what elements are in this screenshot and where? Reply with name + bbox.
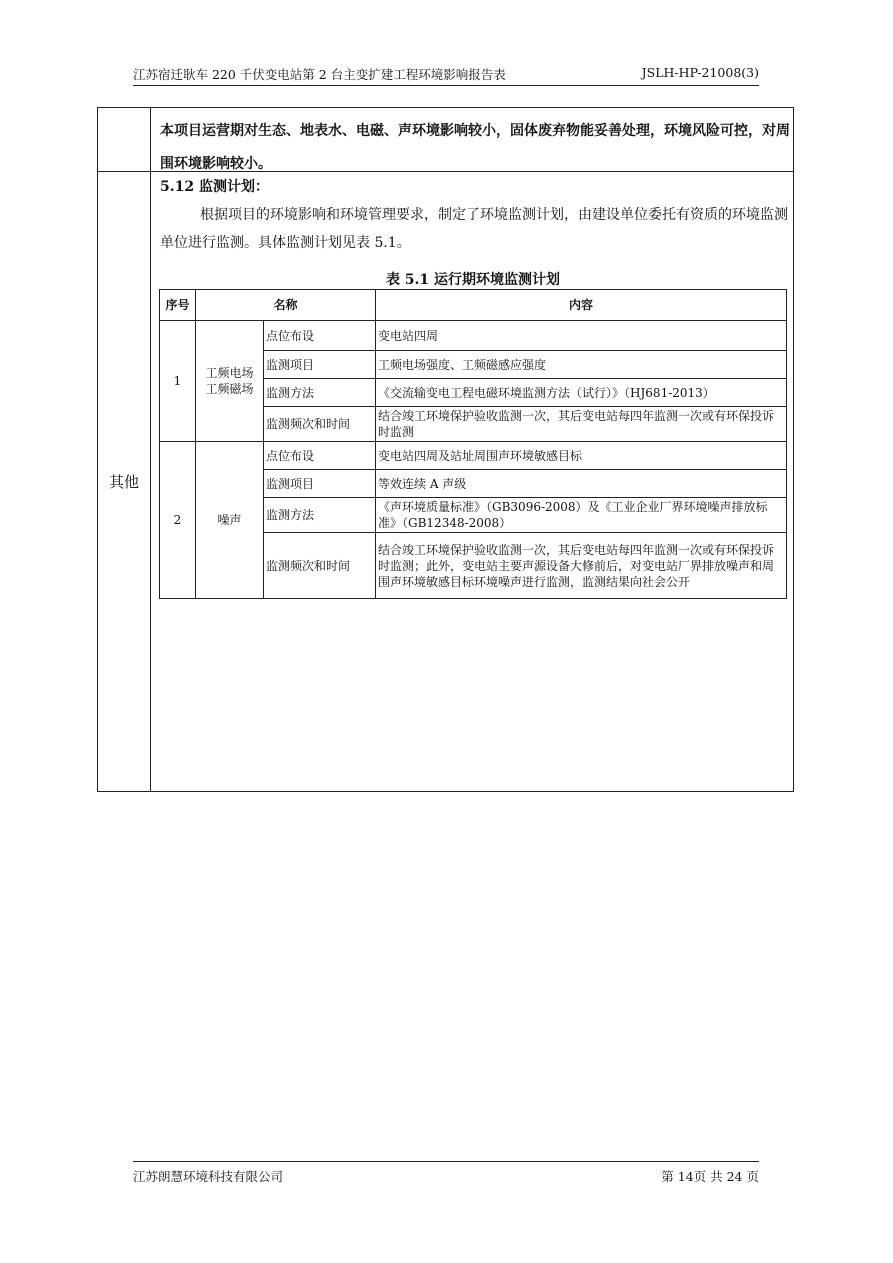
table-row [160, 321, 787, 351]
table-caption: 表 5.1 运行期环境监测计划 [385, 272, 561, 288]
item-label: 监测方法 [264, 498, 376, 533]
report-code: JSLH-HP-21008(3) [641, 65, 759, 80]
group-name: 噪声 [196, 442, 264, 599]
header-name: 名称 [196, 290, 376, 321]
header-no: 序号 [160, 290, 196, 321]
group-name [196, 321, 264, 442]
item-content: 《声环境质量标准》（GB3096-2008）及《工业企业厂界环境噪声排放标准》（GB12348-2008） [376, 498, 787, 533]
item-label: 监测频次和时间 [264, 533, 376, 599]
item-content: 《交流输变电工程电磁环境监测方法（试行）》（HJ681-2013） [376, 379, 787, 407]
content-frame [97, 107, 794, 792]
item-content: 变电站四周及站址周围声环境敏感目标 [376, 442, 787, 470]
item-content: 结合竣工环境保护验收监测一次，其后变电站每四年监测一次或有环保投诉时监测；此外，变电站主要声源设备大修前后，对变电站厂界排放噪声和周围声环境敏感目标环境噪声进行监测，监测结果向社会公开 [376, 533, 787, 599]
page-number: 第 14页 共 24 页 [661, 1169, 759, 1184]
page-footer [133, 1161, 759, 1186]
item-content: 工频电场强度、工频磁感应强度 [376, 351, 787, 379]
monitoring-plan-table [159, 289, 787, 599]
page-header [133, 63, 759, 86]
item-label: 点位布设 [264, 442, 376, 470]
item-label: 监测项目 [264, 470, 376, 498]
item-label: 监测频次和时间 [264, 407, 376, 442]
paragraph-text: 根据项目的环境影响和环境管理要求，制定了环境监测计划，由建设单位委托有资质的环境监测单位进行监测。具体监测计划见表 5.1。 [160, 207, 788, 251]
group-name-line: 工频电场 [205, 366, 254, 380]
section-paragraph [160, 201, 790, 257]
item-label: 监测项目 [264, 351, 376, 379]
group-name-line: 工频磁场 [205, 382, 254, 396]
group-no: 1 [160, 321, 196, 442]
section-heading: 5.12 监测计划： [160, 179, 269, 195]
header-content: 内容 [376, 290, 787, 321]
company-name: 江苏朗慧环境科技有限公司 [133, 1169, 284, 1184]
item-content: 结合竣工环境保护验收监测一次，其后变电站每四年监测一次或有环保投诉时监测 [376, 407, 787, 442]
item-content: 变电站四周 [376, 321, 787, 351]
conclusion-text: 本项目运营期对生态、地表水、电磁、声环境影响较小，固体废弃物能妥善处理，环境风险可控，对周围环境影响较小。 [160, 123, 790, 172]
table-row [160, 442, 787, 470]
item-content: 等效连续 A 声级 [376, 470, 787, 498]
table-header-row [160, 290, 787, 321]
report-title: 江苏宿迁耿车 220 千伏变电站第 2 台主变扩建工程环境影响报告表 [133, 67, 506, 82]
column-divider [150, 108, 151, 791]
item-label: 点位布设 [264, 321, 376, 351]
item-label: 监测方法 [264, 379, 376, 407]
side-label: 其他 [108, 473, 139, 491]
group-no: 2 [160, 442, 196, 599]
